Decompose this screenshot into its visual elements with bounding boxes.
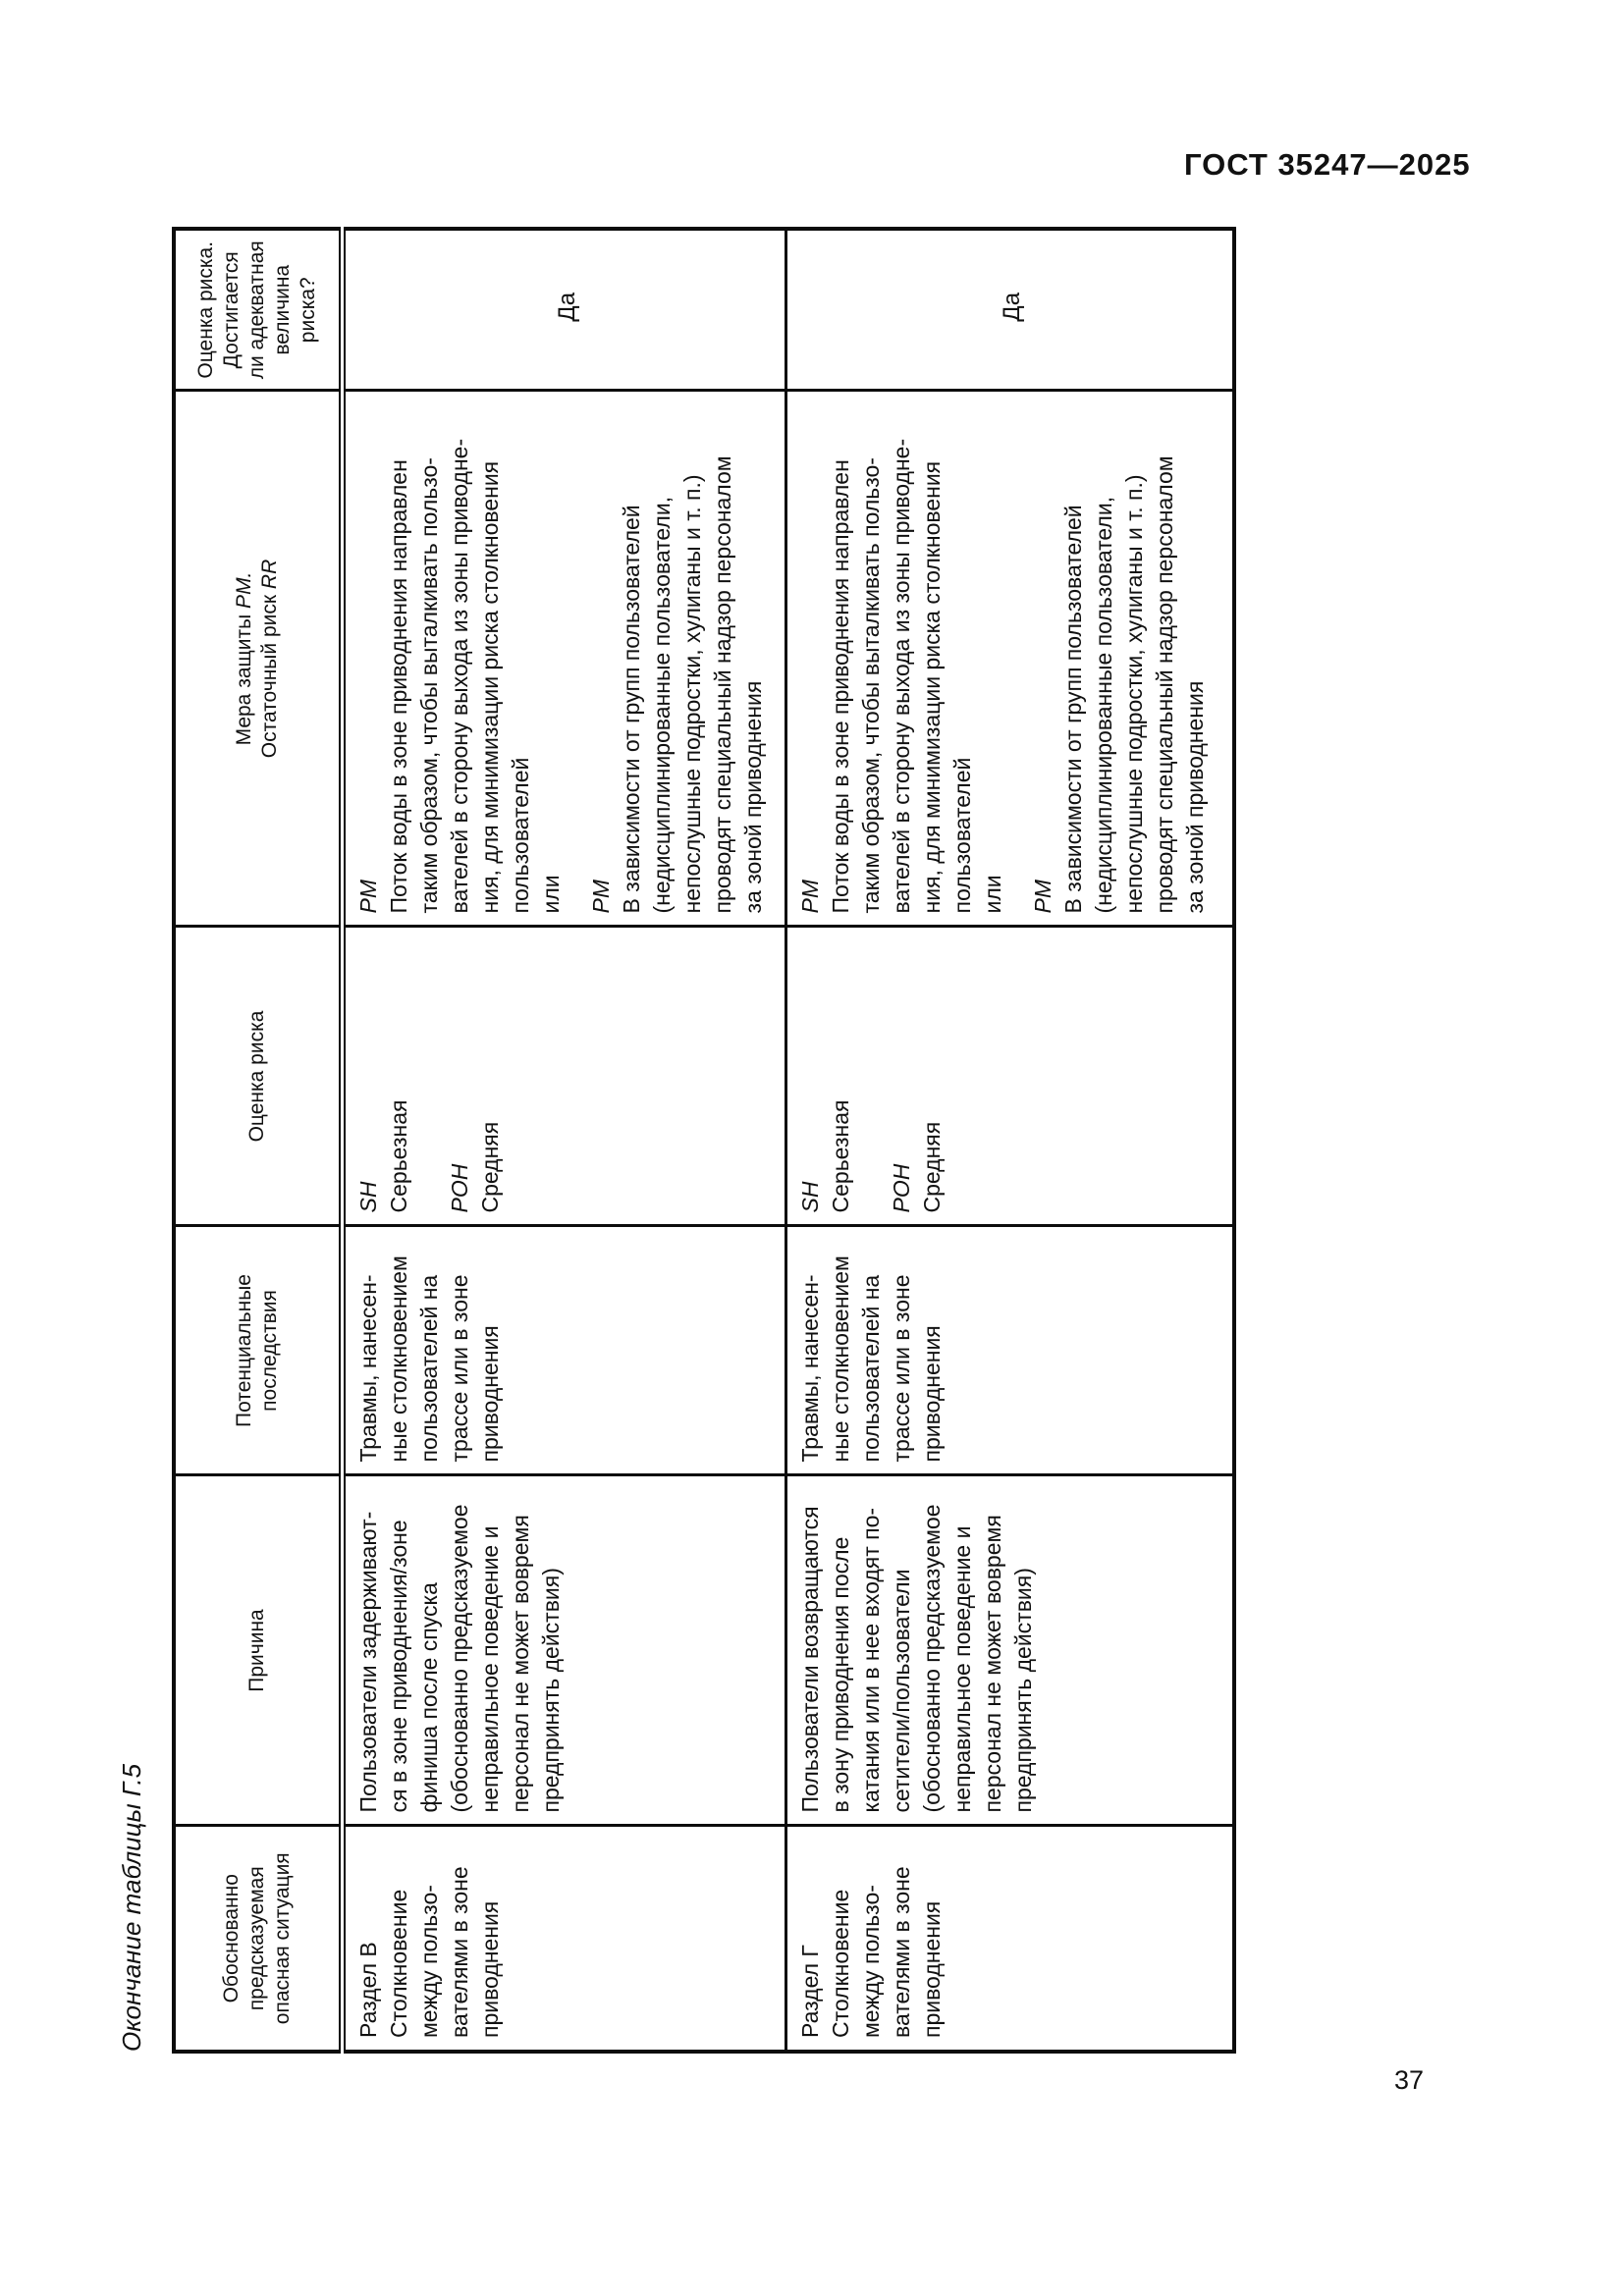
text-line: последствия	[258, 1290, 281, 1412]
text-line: Травмы, нанесен-	[797, 1274, 823, 1463]
column-header-adequate	[174, 229, 343, 391]
text-line: В зависимости от групп пользователей	[1060, 505, 1086, 914]
text-line: SH	[355, 1181, 381, 1213]
text-line: персонал не может вовремя	[508, 1515, 533, 1813]
text-line: таким образом, чтобы выталкивать пользо-	[858, 457, 884, 914]
text-line: предпринять действия)	[538, 1568, 564, 1813]
text-line: Серьезная	[386, 1099, 411, 1213]
text-line: ные столкновением	[386, 1255, 411, 1463]
cell-row2-cause	[786, 1475, 1234, 1826]
text-line: пользователей	[508, 757, 533, 914]
text-line: предсказуемая	[245, 1866, 268, 2011]
text-line: опасная ситуация	[271, 1852, 294, 2025]
text-line: Обоснованно	[220, 1874, 243, 2003]
text-line: Раздел В	[355, 1942, 381, 2038]
text-line: ли адекватная	[245, 240, 268, 380]
document-code: ГОСТ 35247—2025	[1184, 147, 1471, 182]
text-line: ные столкновением	[828, 1255, 853, 1463]
text-line: приводнения	[919, 1900, 945, 2038]
rotated-table-area	[117, 231, 1225, 2054]
text-line: Раздел Г	[797, 1945, 823, 2038]
text-line: (недисциплинированные пользователи,	[649, 496, 675, 914]
text-line: между пользо-	[416, 1885, 442, 2038]
cell-row1-cause	[343, 1475, 786, 1826]
text-line: вателями в зоне	[889, 1866, 914, 2038]
text-line: Мера защиты PM.	[233, 571, 255, 746]
text-line: или	[980, 875, 1005, 914]
text-line: риска?	[297, 277, 319, 344]
text-line: Столкновение	[828, 1889, 853, 2038]
text-line: POH	[889, 1163, 914, 1213]
column-header-risk	[174, 927, 343, 1226]
text-line: непослушные подростки, хулиганы и т. п.)	[679, 474, 705, 914]
text-line: сетители/пользователи	[889, 1569, 914, 1813]
text-line: за зоной приводнения	[740, 680, 766, 914]
text-line: проводят специальный надзор персоналом	[1152, 455, 1177, 914]
text-line: приводнения	[477, 1325, 503, 1463]
text-line: (недисциплинированные пользователи,	[1091, 496, 1116, 914]
cell-row2-consequences	[786, 1226, 1234, 1475]
text-line: пользователей на	[416, 1274, 442, 1463]
cell-row1-situation	[343, 1826, 786, 2052]
text-line: трассе или в зоне	[889, 1274, 914, 1463]
text-line: ния, для минимизации риска столкновения	[477, 460, 503, 914]
text-line: между пользо-	[858, 1885, 884, 2038]
column-header-cause	[174, 1475, 343, 1826]
header-row	[174, 229, 343, 2052]
text-line: персонал не может вовремя	[980, 1515, 1005, 1813]
text-line: непослушные подростки, хулиганы и т. п.)	[1121, 474, 1147, 914]
text-line: таким образом, чтобы выталкивать пользо-	[416, 457, 442, 914]
column-header-situation	[174, 1826, 343, 2052]
cell-row1-risk	[343, 927, 786, 1226]
text-line: PM	[355, 880, 381, 914]
text-line: приводнения	[477, 1900, 503, 2038]
text-line: трассе или в зоне	[447, 1274, 472, 1463]
text-line: POH	[447, 1163, 472, 1213]
text-line: вателей в сторону выхода из зоны приводне-	[889, 438, 914, 914]
cell-row2-situation	[786, 1826, 1234, 2052]
text-line: Поток воды в зоне приводнения направлен	[386, 459, 411, 914]
text-line: (обоснованно предсказуемое	[919, 1504, 945, 1813]
cell-row2-measure	[786, 391, 1234, 927]
text-line: проводят специальный надзор персоналом	[710, 455, 735, 914]
table-row	[786, 229, 1234, 2052]
text-line: PM	[797, 880, 823, 914]
text-line: пользователей на	[858, 1274, 884, 1463]
text-line: Пользователи задерживают-	[355, 1511, 381, 1813]
text-line: предпринять действия)	[1010, 1568, 1036, 1813]
text-line: Оценка риска	[245, 1010, 268, 1143]
text-line: ния, для минимизации риска столкновения	[919, 460, 945, 914]
text-line: Оценка риска.	[194, 240, 217, 379]
column-header-measure	[174, 391, 343, 927]
text-line: Остаточный риск RR	[258, 559, 281, 759]
text-line: Столкновение	[386, 1889, 411, 2038]
text-line: в зону приводнения после	[828, 1536, 853, 1813]
text-line: вателями в зоне	[447, 1866, 472, 2038]
text-line: Потенциальные	[233, 1274, 255, 1427]
column-header-consequences	[174, 1226, 343, 1475]
text-line: ся в зоне приводнения/зоне	[386, 1520, 411, 1813]
text-line: приводнения	[919, 1325, 945, 1463]
text-line: неправильное поведение и	[949, 1525, 975, 1813]
text-line: Достигается	[220, 251, 243, 369]
cell-row1-adequate: Да	[343, 229, 786, 391]
text-line: катания или в нее входят по-	[858, 1507, 884, 1813]
text-line: Средняя	[919, 1121, 945, 1213]
text-line: вателей в сторону выхода из зоны приводне-	[447, 438, 472, 914]
text-line: Средняя	[477, 1121, 503, 1213]
text-line: В зависимости от групп пользователей	[619, 505, 644, 914]
text-line: PM	[1030, 880, 1056, 914]
text-line: Причина	[245, 1609, 268, 1692]
page-number: 37	[1394, 2065, 1425, 2095]
text-line: неправильное поведение и	[477, 1525, 503, 1813]
text-line: Поток воды в зоне приводнения направлен	[828, 459, 853, 914]
text-line: пользователей	[949, 757, 975, 914]
text-line: величина	[271, 264, 294, 355]
cell-row1-measure	[343, 391, 786, 927]
text-line: (обоснованно предсказуемое	[447, 1504, 472, 1813]
table-caption: Окончание таблицы Г.5	[117, 1763, 146, 2052]
risk-table	[172, 227, 1236, 2054]
text-line: Травмы, нанесен-	[355, 1274, 381, 1463]
text-line: или	[538, 875, 564, 914]
text-line: Серьезная	[828, 1099, 853, 1213]
cell-row1-consequences	[343, 1226, 786, 1475]
table-row	[343, 229, 786, 2052]
text-line: за зоной приводнения	[1182, 680, 1208, 914]
text-line: PM	[588, 880, 614, 914]
text-line: Пользователи возвращаются	[797, 1506, 823, 1813]
text-line: финиша после спуска	[416, 1582, 442, 1813]
text-line: SH	[797, 1181, 823, 1213]
cell-row2-risk	[786, 927, 1234, 1226]
cell-row2-adequate: Да	[786, 229, 1234, 391]
